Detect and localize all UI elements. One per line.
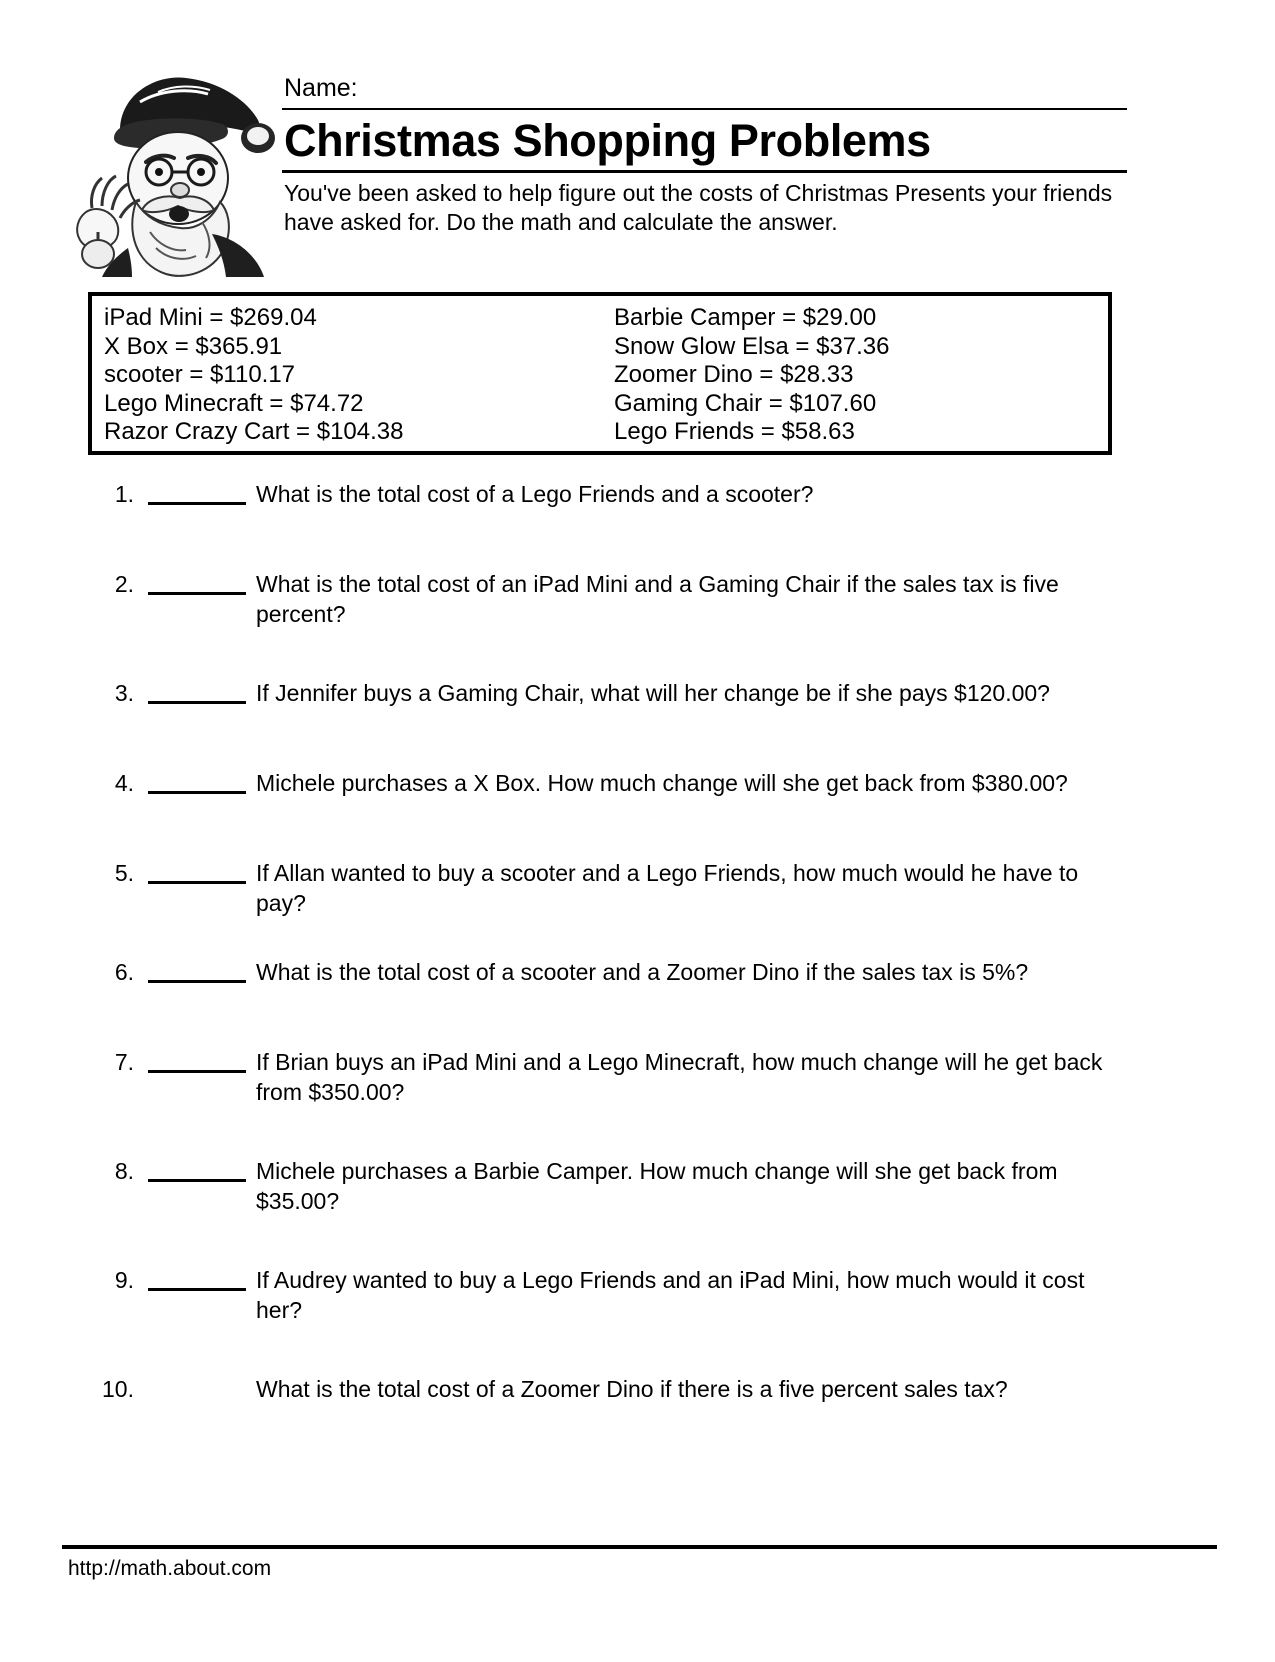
question-number: 2. xyxy=(114,571,134,597)
question-row xyxy=(88,568,1148,629)
answer-blank[interactable] xyxy=(144,568,248,598)
question-number: 8. xyxy=(114,1158,134,1184)
question-text xyxy=(256,767,1148,798)
question-row xyxy=(88,956,1148,987)
worksheet-footer xyxy=(62,1545,1217,1583)
question-row xyxy=(88,857,1148,918)
question-text-line: If Brian buys an iPad Mini and a Lego Minecraft, how much change will he get back xyxy=(256,1049,1103,1075)
question-text xyxy=(256,956,1148,987)
santa-claus-icon xyxy=(62,62,277,277)
questions-list xyxy=(88,478,1148,1404)
question-text-line: If Jennifer buys a Gaming Chair, what will her change be if she pays $120.00? xyxy=(256,680,1050,706)
question-row xyxy=(88,677,1148,708)
question-number: 1. xyxy=(114,481,134,507)
question-row xyxy=(88,1264,1148,1325)
question-text-line: Michele purchases a X Box. How much change will she get back from $380.00? xyxy=(256,770,1068,796)
question-text xyxy=(256,1264,1148,1325)
price-item: scooter = $110.17 xyxy=(104,361,296,389)
price-list-box xyxy=(88,292,1112,455)
answer-blank[interactable] xyxy=(144,857,248,887)
question-text xyxy=(256,1373,1148,1404)
question-text-line: What is the total cost of a Lego Friends and a scooter? xyxy=(256,481,814,507)
question-number: 10. xyxy=(102,1376,134,1402)
answer-blank[interactable] xyxy=(144,956,248,986)
answer-blank[interactable] xyxy=(144,677,248,707)
question-row xyxy=(88,478,1148,509)
question-text-line: pay? xyxy=(256,890,306,916)
question-text-line: What is the total cost of a Zoomer Dino if there is a five percent sales tax? xyxy=(256,1376,1008,1402)
price-item: Lego Friends = $58.63 xyxy=(614,418,855,446)
instructions xyxy=(282,173,1127,237)
name-label: Name: xyxy=(284,74,358,102)
question-text-line: If Allan wanted to buy a scooter and a Lego Friends, how much would he have to xyxy=(256,860,1079,886)
question-text-line: What is the total cost of an iPad Mini and a Gaming Chair if the sales tax is five xyxy=(256,571,1059,597)
price-item: Snow Glow Elsa = $37.36 xyxy=(614,332,890,360)
price-item: iPad Mini = $269.04 xyxy=(104,304,317,331)
price-column-right xyxy=(598,296,1108,451)
answer-blank[interactable] xyxy=(144,478,248,508)
question-text-line: What is the total cost of a scooter and a Zoomer Dino if the sales tax is 5%? xyxy=(256,959,1029,985)
question-text-line: If Audrey wanted to buy a Lego Friends and an iPad Mini, how much would it cost xyxy=(256,1267,1085,1293)
question-text xyxy=(256,1046,1148,1107)
question-row xyxy=(88,1155,1148,1216)
page-title: Christmas Shopping Problems xyxy=(284,115,931,166)
question-text xyxy=(256,857,1148,918)
question-number: 3. xyxy=(114,680,134,706)
question-number: 9. xyxy=(114,1267,134,1293)
question-text-line: Michele purchases a Barbie Camper. How much change will she get back from xyxy=(256,1158,1058,1184)
answer-blank[interactable] xyxy=(144,1264,248,1294)
question-row xyxy=(88,1373,1148,1404)
price-item: Gaming Chair = $107.60 xyxy=(614,389,877,417)
instructions-line-2: have asked for. Do the math and calculate the answer. xyxy=(284,209,838,235)
name-field-row[interactable] xyxy=(282,72,1127,110)
answer-blank[interactable] xyxy=(144,1046,248,1076)
question-number: 7. xyxy=(114,1049,134,1075)
worksheet-header xyxy=(0,0,1275,290)
question-row xyxy=(88,767,1148,798)
price-item: Razor Crazy Cart = $104.38 xyxy=(104,418,404,446)
title-row xyxy=(282,110,1127,173)
footer-url[interactable]: http://math.about.com xyxy=(68,1557,272,1580)
answer-blank[interactable] xyxy=(144,767,248,797)
question-number: 6. xyxy=(114,959,134,985)
question-text xyxy=(256,677,1148,708)
question-text xyxy=(256,568,1148,629)
question-text xyxy=(256,1155,1148,1216)
answer-blank[interactable] xyxy=(144,1373,248,1403)
question-row xyxy=(88,1046,1148,1107)
answer-blank[interactable] xyxy=(144,1155,248,1185)
header-text-block xyxy=(282,72,1127,237)
question-text-line: percent? xyxy=(256,601,346,627)
question-text-line: $35.00? xyxy=(256,1188,340,1214)
price-item: Lego Minecraft = $74.72 xyxy=(104,389,364,417)
question-text-line: from $350.00? xyxy=(256,1079,405,1105)
question-number: 5. xyxy=(114,860,134,886)
question-number: 4. xyxy=(114,770,134,796)
price-item: Barbie Camper = $29.00 xyxy=(614,304,877,331)
question-text xyxy=(256,478,1148,509)
price-column-left xyxy=(92,296,598,451)
price-item: X Box = $365.91 xyxy=(104,332,283,360)
price-item: Zoomer Dino = $28.33 xyxy=(614,361,854,389)
question-text-line: her? xyxy=(256,1297,303,1323)
instructions-line-1: You've been asked to help figure out the costs of Christmas Presents your friends xyxy=(284,180,1113,206)
